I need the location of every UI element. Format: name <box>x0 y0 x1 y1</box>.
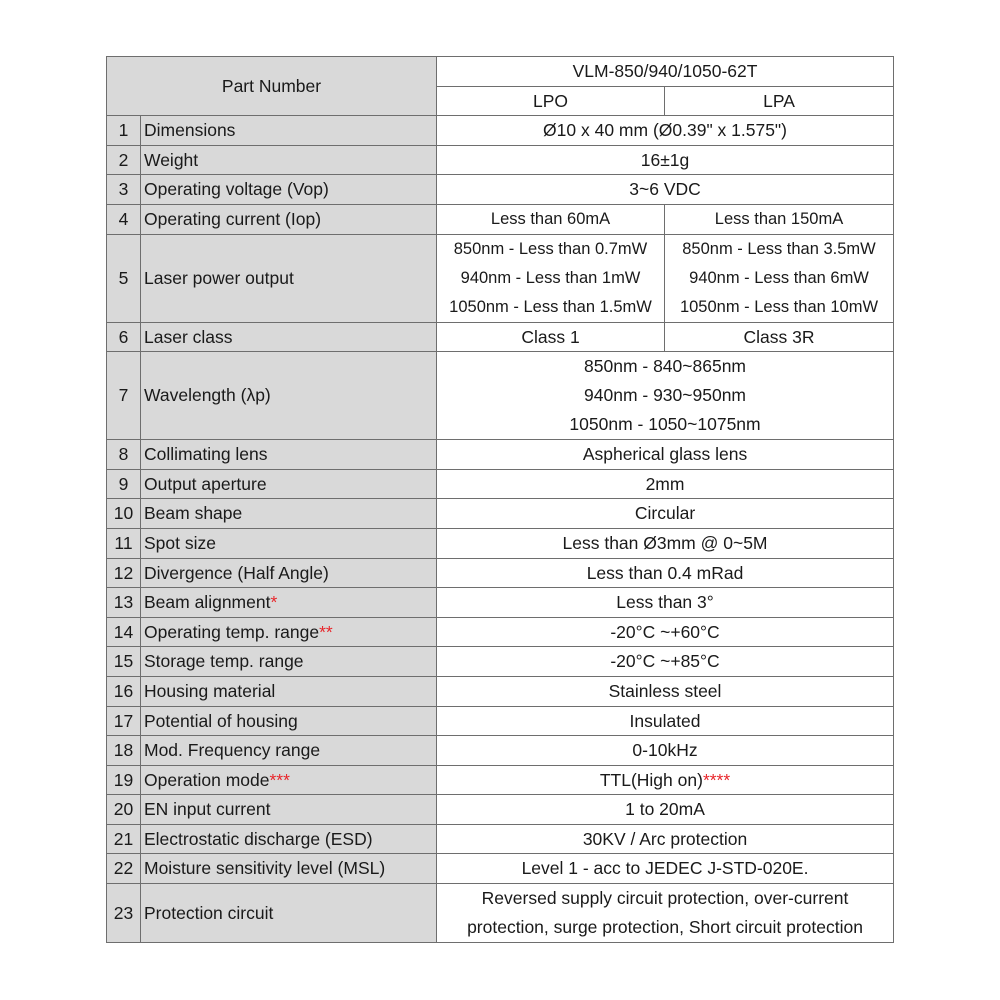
row-label: Electrostatic discharge (ESD) <box>141 824 437 854</box>
table-row <box>107 884 894 943</box>
row-number: 17 <box>107 706 141 736</box>
row-number: 18 <box>107 736 141 766</box>
row-label: Storage temp. range <box>141 647 437 677</box>
row-value-lpo: Class 1 <box>437 322 665 352</box>
row-number: 21 <box>107 824 141 854</box>
row-value: 3~6 VDC <box>437 175 894 205</box>
row-label: EN input current <box>141 795 437 825</box>
table-row <box>107 558 894 588</box>
row-value <box>437 352 894 440</box>
row-label: Wavelength (λp) <box>141 352 437 440</box>
row-value-lpa: Class 3R <box>665 322 894 352</box>
table-row <box>107 499 894 529</box>
row-number: 15 <box>107 647 141 677</box>
row-value: Stainless steel <box>437 676 894 706</box>
table-row <box>107 204 894 234</box>
power-line: 850nm - Less than 3.5mW <box>682 239 876 258</box>
row-label: Mod. Frequency range <box>141 736 437 766</box>
footnote-mark: ** <box>319 621 333 642</box>
row-value: Aspherical glass lens <box>437 440 894 470</box>
row-label: Potential of housing <box>141 706 437 736</box>
row-value: 1 to 20mA <box>437 795 894 825</box>
label-text: Beam alignment <box>144 592 271 613</box>
row-label: Operating current (Iop) <box>141 204 437 234</box>
label-text: Operation mode <box>144 769 270 790</box>
row-value: 0-10kHz <box>437 736 894 766</box>
table-row <box>107 647 894 677</box>
row-value: -20°C ~+85°C <box>437 647 894 677</box>
protection-line: Reversed supply circuit protection, over-current <box>481 888 849 909</box>
table-row <box>107 175 894 205</box>
row-value: Less than 3° <box>437 588 894 618</box>
row-label <box>141 588 437 618</box>
row-label: Output aperture <box>141 469 437 499</box>
table-row <box>107 854 894 884</box>
row-label: Weight <box>141 145 437 175</box>
table-row <box>107 617 894 647</box>
row-number: 4 <box>107 204 141 234</box>
row-value-lpa: Less than 150mA <box>665 204 894 234</box>
row-value <box>437 884 894 943</box>
table-row <box>107 352 894 440</box>
power-line: 1050nm - Less than 1.5mW <box>449 297 652 316</box>
variant-lpa: LPA <box>665 86 894 116</box>
row-label: Operating voltage (Vop) <box>141 175 437 205</box>
row-value: Level 1 - acc to JEDEC J-STD-020E. <box>437 854 894 884</box>
row-value: Insulated <box>437 706 894 736</box>
row-number: 11 <box>107 528 141 558</box>
row-number: 3 <box>107 175 141 205</box>
table-row <box>107 528 894 558</box>
row-value: -20°C ~+60°C <box>437 617 894 647</box>
row-number: 19 <box>107 765 141 795</box>
row-label: Dimensions <box>141 116 437 146</box>
part-number-value: VLM-850/940/1050-62T <box>437 57 894 87</box>
footnote-mark: **** <box>702 769 731 790</box>
part-number-label: Part Number <box>107 57 437 116</box>
table-row <box>107 322 894 352</box>
row-label <box>141 617 437 647</box>
row-number: 8 <box>107 440 141 470</box>
header-row-1 <box>107 57 894 87</box>
table-row <box>107 440 894 470</box>
table-row <box>107 676 894 706</box>
wavelength-line: 850nm - 840~865nm <box>584 356 747 377</box>
row-number: 7 <box>107 352 141 440</box>
row-value: Less than Ø3mm @ 0~5M <box>437 528 894 558</box>
row-number: 22 <box>107 854 141 884</box>
spec-table <box>106 56 894 943</box>
label-text: Operating temp. range <box>144 621 320 642</box>
row-value-lpo <box>437 234 665 322</box>
row-label: Spot size <box>141 528 437 558</box>
table-row <box>107 234 894 322</box>
table-row <box>107 765 894 795</box>
table-row <box>107 116 894 146</box>
table-row <box>107 588 894 618</box>
power-line: 940nm - Less than 6mW <box>689 268 869 287</box>
row-value: 16±1g <box>437 145 894 175</box>
row-number: 14 <box>107 617 141 647</box>
power-line: 940nm - Less than 1mW <box>460 268 641 287</box>
row-value: Less than 0.4 mRad <box>437 558 894 588</box>
row-label <box>141 765 437 795</box>
row-label: Beam shape <box>141 499 437 529</box>
row-value: 2mm <box>437 469 894 499</box>
wavelength-line: 1050nm - 1050~1075nm <box>569 414 761 435</box>
table-row <box>107 736 894 766</box>
wavelength-line: 940nm - 930~950nm <box>584 385 747 406</box>
row-label: Divergence (Half Angle) <box>141 558 437 588</box>
row-number: 16 <box>107 676 141 706</box>
row-number: 12 <box>107 558 141 588</box>
row-label: Laser power output <box>141 234 437 322</box>
value-text: TTL(High on) <box>599 769 703 790</box>
row-number: 9 <box>107 469 141 499</box>
table-row <box>107 824 894 854</box>
row-value: Circular <box>437 499 894 529</box>
power-line: 1050nm - Less than 10mW <box>679 297 879 316</box>
row-number: 6 <box>107 322 141 352</box>
row-label: Housing material <box>141 676 437 706</box>
row-value-lpo: Less than 60mA <box>437 204 665 234</box>
table-row <box>107 795 894 825</box>
table-row <box>107 145 894 175</box>
footnote-mark: *** <box>269 769 290 790</box>
row-label: Laser class <box>141 322 437 352</box>
protection-line: protection, surge protection, Short circuit protection <box>467 917 863 938</box>
row-number: 2 <box>107 145 141 175</box>
table-row <box>107 469 894 499</box>
row-value-lpa <box>665 234 894 322</box>
table-row <box>107 706 894 736</box>
footnote-mark: * <box>270 592 278 613</box>
row-number: 20 <box>107 795 141 825</box>
row-number: 5 <box>107 234 141 322</box>
row-number: 1 <box>107 116 141 146</box>
row-value <box>437 765 894 795</box>
row-label: Collimating lens <box>141 440 437 470</box>
row-number: 13 <box>107 588 141 618</box>
power-line: 850nm - Less than 0.7mW <box>453 239 648 258</box>
row-label: Moisture sensitivity level (MSL) <box>141 854 437 884</box>
row-value: Ø10 x 40 mm (Ø0.39" x 1.575") <box>437 116 894 146</box>
row-number: 23 <box>107 884 141 943</box>
row-value: 30KV / Arc protection <box>437 824 894 854</box>
row-number: 10 <box>107 499 141 529</box>
variant-lpo: LPO <box>437 86 665 116</box>
row-label: Protection circuit <box>141 884 437 943</box>
